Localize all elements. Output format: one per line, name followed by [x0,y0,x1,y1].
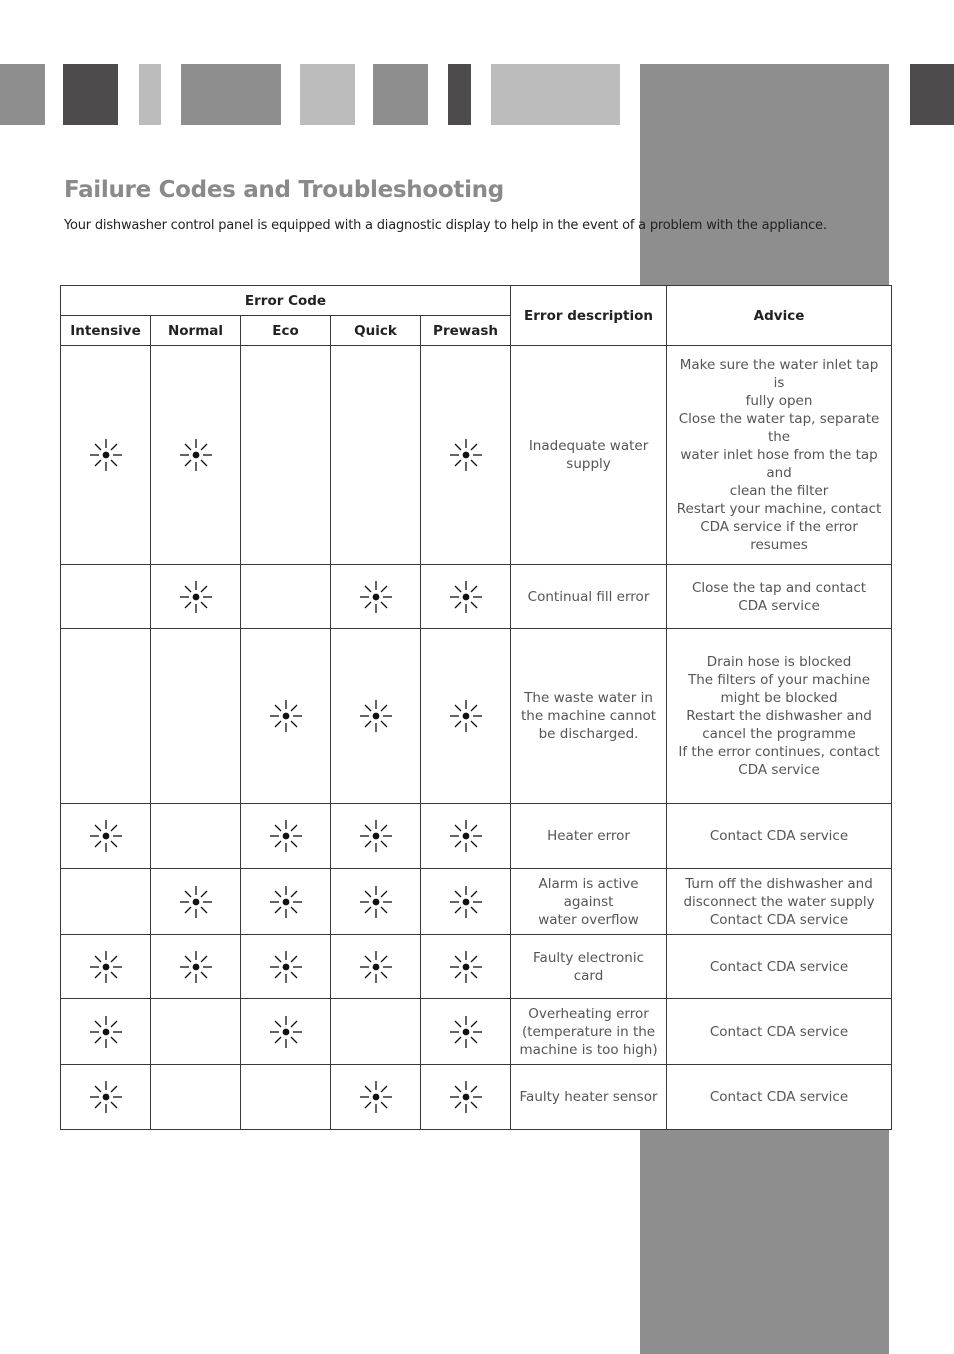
led-cell-intensive [61,346,151,565]
advice-cell-line: Make sure the water inlet tap is [679,357,879,391]
error-description-cell-line: Faulty heater sensor [519,1089,658,1105]
advice-cell-line: Close the water tap, separate the [678,411,880,445]
advice-cell-line: CDA service [738,762,820,778]
blinking-led-icon [447,883,485,921]
advice-cell-line: Turn off the dishwasher and [685,875,873,892]
advice-cell-line: Restart your machine, contact [676,501,882,517]
program-header-normal: Normal [151,316,241,346]
led-cell-prewash [421,1065,511,1130]
header-block [139,64,161,125]
error-description-cell [511,1065,667,1130]
advice-cell-line: clean the filter [729,483,829,499]
advice-cell-line: Contact CDA service [709,958,849,975]
led-cell-prewash [421,804,511,869]
blinking-led-icon [177,883,215,921]
led-cell-normal [151,999,241,1065]
error-description-cell [511,935,667,999]
blinking-led-icon [357,578,395,616]
led-cell-quick [331,629,421,804]
advice-cell-line: fully open [745,393,813,409]
error-description-cell-line: water overflow [538,911,639,928]
led-cell-eco [241,935,331,999]
advice-cell [667,346,892,565]
blinking-led-icon [87,436,125,474]
led-cell-quick [331,346,421,565]
header-block [181,64,281,125]
header-block [0,64,45,125]
advice-cell-line: CDA service [738,597,820,614]
advice-cell [667,804,892,869]
blinking-led-icon [177,578,215,616]
error-description-header: Error description [511,286,667,346]
advice-cell-line: Restart the dishwasher and [686,708,872,724]
page-title: Failure Codes and Troubleshooting [64,177,504,203]
blinking-led-icon [447,697,485,735]
led-cell-intensive [61,804,151,869]
error-description-cell-line: the machine cannot [520,708,657,724]
table-body [61,346,892,1130]
advice-cell-line: might be blocked [720,690,838,706]
table-row [61,804,892,869]
error-description-cell [511,804,667,869]
error-description-cell-line: Alarm is active against [538,875,639,910]
led-cell-intensive [61,565,151,629]
blinking-led-icon [87,1013,125,1051]
led-cell-quick [331,1065,421,1130]
advice-cell-line: CDA service if the error resumes [700,519,858,553]
led-cell-intensive [61,1065,151,1130]
led-cell-eco [241,346,331,565]
table-row [61,1065,892,1130]
advice-cell [667,869,892,935]
error-description-cell [511,629,667,804]
advice-cell-line: Contact CDA service [709,911,849,928]
led-cell-prewash [421,935,511,999]
blinking-led-icon [267,1013,305,1051]
led-cell-intensive [61,869,151,935]
blinking-led-icon [267,883,305,921]
advice-cell-line: Contact CDA service [709,1089,849,1105]
led-cell-intensive [61,935,151,999]
led-cell-quick [331,565,421,629]
error-description-cell-line: supply [566,456,611,472]
led-cell-eco [241,999,331,1065]
blinking-led-icon [177,436,215,474]
advice-cell [667,1065,892,1130]
advice-cell-line: The filters of your machine [687,672,871,688]
header-block [63,64,118,125]
failure-codes-table [60,285,892,1130]
advice-cell [667,999,892,1065]
error-description-cell-line: Overheating error [528,1005,649,1022]
advice-cell-line: cancel the programme [702,726,856,742]
blinking-led-icon [357,948,395,986]
led-cell-normal [151,629,241,804]
blinking-led-icon [447,436,485,474]
header-block [491,64,620,125]
blinking-led-icon [267,697,305,735]
blinking-led-icon [87,948,125,986]
led-cell-eco [241,1065,331,1130]
led-cell-eco [241,629,331,804]
led-cell-normal [151,346,241,565]
table-row [61,346,892,565]
led-cell-normal [151,565,241,629]
led-cell-prewash [421,999,511,1065]
led-cell-intensive [61,999,151,1065]
led-cell-prewash [421,629,511,804]
blinking-led-icon [357,1078,395,1116]
header-block [448,64,471,125]
advice-cell-line: If the error continues, contact [678,744,880,760]
blinking-led-icon [87,1078,125,1116]
blinking-led-icon [447,948,485,986]
advice-cell [667,935,892,999]
blinking-led-icon [447,1013,485,1051]
led-cell-prewash [421,869,511,935]
error-description-cell-line: Heater error [547,828,630,844]
table-row [61,565,892,629]
advice-header: Advice [667,286,892,346]
error-description-cell [511,869,667,935]
table-row [61,935,892,999]
header-block [373,64,428,125]
error-description-cell-line: Continual fill error [527,588,650,605]
error-description-cell-line: Faulty electronic card [533,949,645,984]
intro-text: Your dishwasher control panel is equipped with a diagnostic display to help in the event of a problem with the appliance. [64,218,827,233]
error-description-cell-line: machine is too high) [519,1041,658,1058]
error-code-header: Error Code [61,286,511,316]
led-cell-normal [151,935,241,999]
advice-cell [667,629,892,804]
led-cell-prewash [421,565,511,629]
blinking-led-icon [267,817,305,855]
blinking-led-icon [267,948,305,986]
blinking-led-icon [447,1078,485,1116]
led-cell-normal [151,869,241,935]
led-cell-quick [331,869,421,935]
program-header-eco: Eco [241,316,331,346]
header-block [910,64,954,125]
error-description-cell [511,565,667,629]
led-cell-eco [241,565,331,629]
blinking-led-icon [177,948,215,986]
table-row [61,629,892,804]
program-header-prewash: Prewash [421,316,511,346]
program-header-intensive: Intensive [61,316,151,346]
blinking-led-icon [87,817,125,855]
advice-cell-line: water inlet hose from the tap and [680,447,878,481]
led-cell-eco [241,804,331,869]
led-cell-quick [331,935,421,999]
blinking-led-icon [447,817,485,855]
advice-cell-line: Contact CDA service [709,828,849,844]
blinking-led-icon [357,817,395,855]
error-description-cell-line: (temperature in the [521,1023,656,1040]
advice-cell-line: disconnect the water supply [683,893,875,910]
advice-cell [667,565,892,629]
led-cell-normal [151,804,241,869]
blinking-led-icon [447,578,485,616]
error-description-cell-line: Inadequate water [528,438,649,454]
error-description-cell [511,999,667,1065]
led-cell-quick [331,999,421,1065]
blinking-led-icon [357,883,395,921]
led-cell-quick [331,804,421,869]
led-cell-normal [151,1065,241,1130]
led-cell-prewash [421,346,511,565]
table-row [61,869,892,935]
program-header-quick: Quick [331,316,421,346]
led-cell-eco [241,869,331,935]
table-row [61,999,892,1065]
error-description-cell-line: The waste water in [524,690,653,706]
header-block [300,64,355,125]
blinking-led-icon [357,697,395,735]
error-description-cell [511,346,667,565]
advice-cell-line: Drain hose is blocked [706,654,852,670]
advice-cell-line: Contact CDA service [709,1023,849,1040]
led-cell-intensive [61,629,151,804]
error-description-cell-line: be discharged. [538,726,639,742]
advice-cell-line: Close the tap and contact [691,579,867,596]
